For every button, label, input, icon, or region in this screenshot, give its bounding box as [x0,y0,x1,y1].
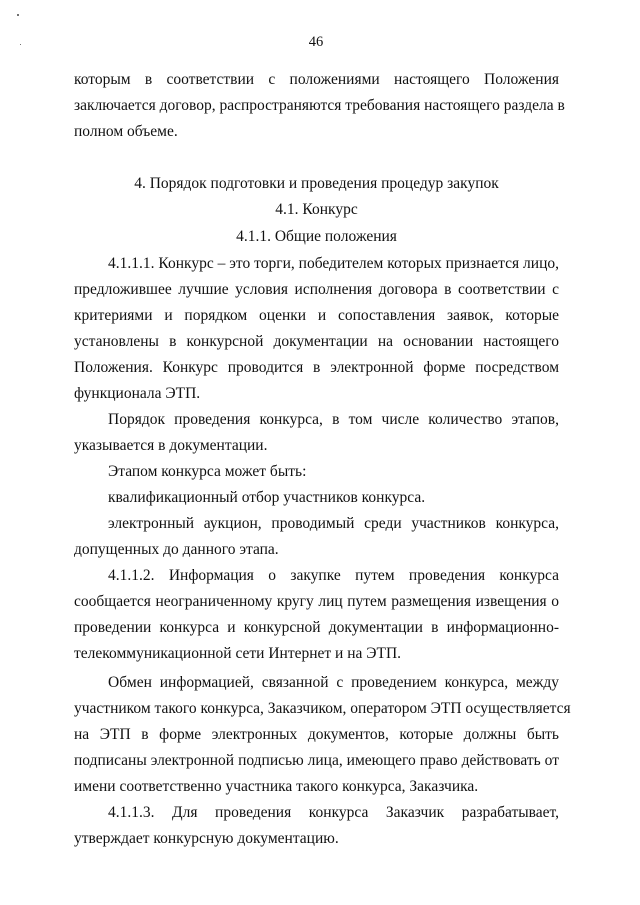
paragraph-line: проведении конкурса и конкурсной документации в информационно- [74,619,559,636]
intro-line: заключается договор, распространяются требования настоящего раздела в [74,97,565,114]
paragraph-line: участником такого конкурса, Заказчиком, оператором ЭТП осуществляется [74,700,571,717]
paragraph-line: телекоммуникационной сети Интернет и на ЭТП. [74,645,402,662]
scan-speck [17,14,19,16]
subsection-heading: 4.1. Конкурс [275,201,358,218]
paragraph-line: 4.1.1.2. Информация о закупке путем проведения конкурса [108,567,559,584]
intro-line: полном объеме. [74,123,178,140]
paragraph-line: Обмен информацией, связанной с проведением конкурса, между [108,674,559,691]
section-heading: 4. Порядок подготовки и проведения процедур закупок [134,175,499,192]
paragraph-line: подписаны электронной подписью лица, имеющего право действовать от [74,752,559,769]
paragraph-line: допущенных до данного этапа. [74,541,279,558]
paragraph-line: Положения. Конкурс проводится в электронной форме посредством [74,359,559,376]
paragraph-line: установлены в конкурсной документации на основании настоящего [74,333,559,350]
paragraph-line: предложившее лучшие условия исполнения договора в соответствии с [74,281,559,298]
paragraph-line: указывается в документации. [74,437,268,454]
page-number: 46 [308,34,324,50]
paragraph-line: критериями и порядком оценки и сопоставления заявок, которые [74,307,559,324]
paragraph-line: сообщается неограниченному кругу лиц путем размещения извещения о [74,593,559,610]
paragraph-line: Этапом конкурса может быть: [108,463,307,480]
paragraph-line: имени соответственно участника такого конкурса, Заказчика. [74,778,479,795]
subsubsection-heading: 4.1.1. Общие положения [236,228,397,245]
paragraph-line: 4.1.1.3. Для проведения конкурса Заказчик разрабатывает, [108,804,559,821]
paragraph-line: квалификационный отбор участников конкурса. [108,489,426,506]
paragraph-line: электронный аукцион, проводимый среди участников конкурса, [108,515,559,532]
paragraph-line: функционала ЭТП. [74,385,201,402]
paragraph-line: утверждает конкурсную документацию. [74,830,339,847]
paragraph-line: 4.1.1.1. Конкурс – это торги, победителем которых признается лицо, [108,255,559,272]
intro-line: которым в соответствии с положениями настоящего Положения [74,71,559,88]
paragraph-line: на ЭТП в форме электронных документов, которые должны быть [74,726,559,743]
paragraph-line: Порядок проведения конкурса, в том числе количество этапов, [108,411,559,428]
